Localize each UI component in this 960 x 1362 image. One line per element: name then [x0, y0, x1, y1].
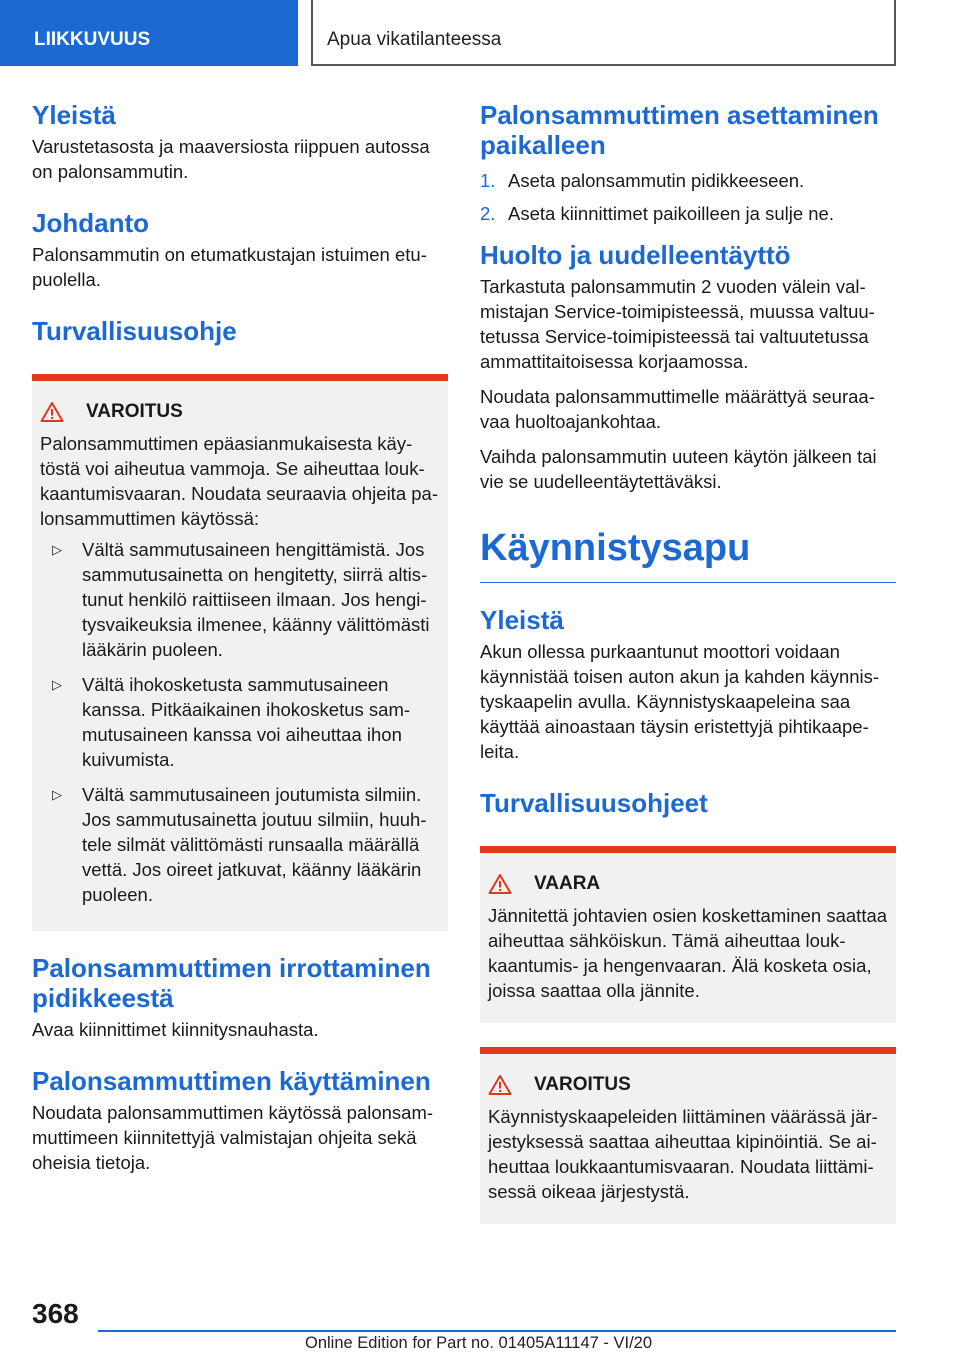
- yleista-heading-right: Yleistä: [480, 605, 564, 635]
- warning-title-text: VAROITUS: [86, 401, 183, 422]
- danger-text: Jännitettä johtavien osien koskettaminen saattaa aiheuttaa sähköiskun. Tämä aiheuttaa loukkaantumis- ja hengenvaaran. Älä kosketa osia, joissa saattaa olla jännite.: [488, 905, 888, 1001]
- warning-text: Palonsammuttimen epäasianmukaisesta käytöstä voi aiheutua vammoja. Se aiheuttaa loukkaantumisvaaran. Noudata seuraavia ohjeita palonsammuttimen käytössä:: [40, 433, 439, 529]
- warning-title-text-right: VAROITUS: [534, 1074, 631, 1095]
- triangle-bullet-icon: ▷: [52, 542, 62, 557]
- page-number: 368: [32, 1298, 79, 1329]
- irrotus-text: Avaa kiinnittimet kiinnitysnauhasta.: [32, 1019, 319, 1040]
- triangle-bullet-icon: ▷: [52, 787, 62, 802]
- warning-title-right: [488, 1072, 888, 1098]
- huolto-paragraph-3: Vaihda palonsammutin uuteen käytön jälkeen tai vie se uudelleentäytettäväksi.: [480, 446, 877, 492]
- johdanto-text: Palonsammutin on etumatkustajan istuimen etupuolella.: [32, 244, 427, 290]
- turvallisuusohjeet-heading: Turvallisuusohjeet: [480, 788, 708, 818]
- warning-triangle-icon: [488, 1074, 512, 1096]
- warning-list: [40, 537, 440, 907]
- warning-text-right: Käynnistyskaapeleiden liittäminen väärässä järjestyksessä saattaa aiheuttaa kipinöintiä. Se aiheuttaa loukkaantumisvaaran. Noudata liittämisessä oikeaa järjestystä.: [488, 1106, 878, 1202]
- danger-box: [480, 846, 896, 1023]
- left-column: [32, 100, 448, 1185]
- list-item: ▷ Vältä sammutusaineen hengittämistä. Jos sammutusainetta on hengitetty, siirrä altistunut henkilö raittiiseen ilmaan. Jos hengitysvaikeuksia ilmenee, käänny välittömästi lääkärin puoleen.: [52, 539, 430, 660]
- kaytto-heading: Palonsammuttimen käyttäminen: [32, 1066, 431, 1096]
- list-item: ▷ Vältä sammutusaineen joutumista silmiin. Jos sammutusainetta joutuu silmiin, huuhtele silmät välittömästi runsaalla määrällä vettä. Jos oireet jatkuvat, käänny lääkärin puoleen.: [52, 784, 427, 905]
- edition-text: Online Edition for Part no. 01405A11147 - VI/20: [305, 1334, 653, 1352]
- warning-triangle-icon: [488, 873, 512, 895]
- chapter-tab[interactable]: Apua vikatilanteessa: [311, 0, 896, 66]
- list-item: ▷ Vältä ihokosketusta sammutusaineen kanssa. Pitkäaikainen ihokosketus sammutusaineen kanssa voi aiheuttaa ihon kuivumista.: [52, 674, 411, 770]
- irrotus-heading: Palonsammuttimen irrottaminen pidikkeestä: [32, 953, 431, 1013]
- johdanto-heading: Johdanto: [32, 208, 149, 238]
- danger-title-text: VAARA: [534, 873, 601, 894]
- danger-title: [488, 871, 888, 897]
- huolto-heading: Huolto ja uudelleentäyttö: [480, 240, 791, 270]
- turvallisuusohje-heading: Turvallisuusohje: [32, 316, 237, 346]
- kaynnistysapu-heading: Käynnistysapu: [480, 526, 896, 583]
- asetus-heading: Palonsammuttimen asettaminen paikalleen: [480, 100, 879, 160]
- footer-divider: [98, 1330, 896, 1332]
- huolto-paragraph-2: Noudata palonsammuttimelle määrättyä seuraavaa huoltoajankohtaa.: [480, 386, 875, 432]
- right-column: [480, 100, 896, 1224]
- warning-title: [40, 399, 440, 425]
- warning-triangle-icon: [40, 401, 64, 423]
- section-tab[interactable]: LIIKKUVUUS: [0, 0, 298, 66]
- yleista-text: Varustetasosta ja maaversiosta riippuen autossa on palonsammutin.: [32, 136, 430, 182]
- huolto-paragraph-1: Tarkastuta palonsammutin 2 vuoden välein valmistajan Service-toimipisteessä, muussa valtuutetussa Service-toimipisteessä tai valtuutetussa ammattitaitoisessa korjaamossa.: [480, 276, 875, 372]
- list-item: 2. Aseta kiinnittimet paikoilleen ja sulje ne.: [480, 203, 834, 224]
- yleista-text-right: Akun ollessa purkaantunut moottori voidaan käynnistää toisen auton akun ja kahden käynnistyskaapelin avulla. Käynnistyskaapeleina saa käyttää ainoastaan täysin eristettyjä pihtikaapeleita.: [480, 641, 880, 762]
- triangle-bullet-icon: ▷: [52, 677, 62, 692]
- kaytto-text: Noudata palonsammuttimen käytössä palonsammuttimeen kiinnitettyjä valmistajan ohjeita sekä oheisia tietoja.: [32, 1102, 434, 1173]
- steps-list: [480, 168, 896, 226]
- warning-box: [32, 374, 448, 931]
- warning-box-right: [480, 1047, 896, 1224]
- list-item: 1. Aseta palonsammutin pidikkeeseen.: [480, 170, 805, 191]
- yleista-heading: Yleistä: [32, 100, 116, 130]
- page-header: [0, 0, 960, 66]
